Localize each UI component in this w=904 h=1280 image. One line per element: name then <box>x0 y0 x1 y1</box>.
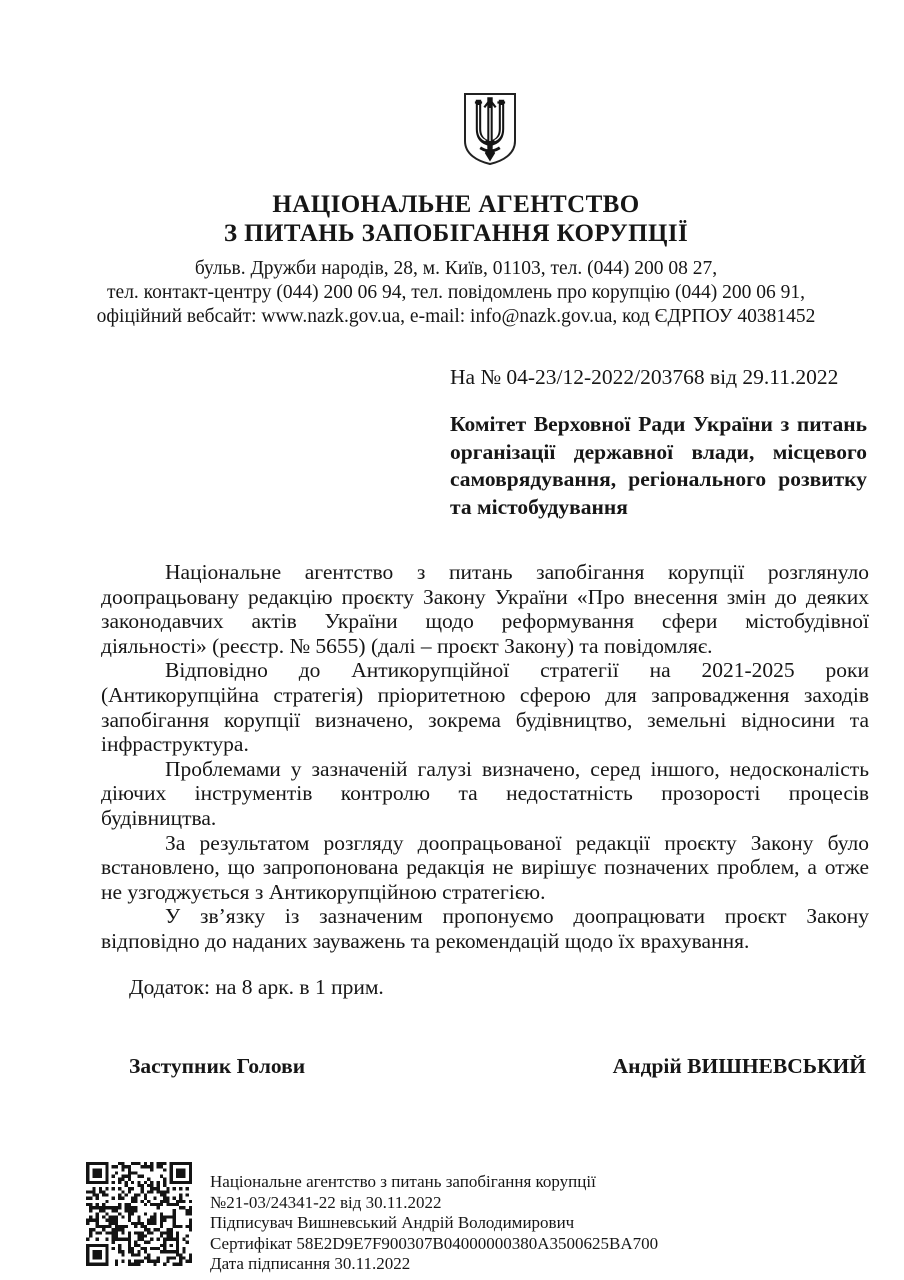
qr-code <box>86 1162 192 1266</box>
text-line: НАЦІОНАЛЬНЕ АГЕНТСТВО <box>272 191 640 218</box>
org-title <box>8 190 904 248</box>
text-line: будівництва. <box>101 805 217 830</box>
addressee-block <box>450 411 867 521</box>
text-line: Підписувач Вишневський Андрій Володимирович <box>210 1213 575 1233</box>
text-line: не узгоджується з Антикорупційною стратегією. <box>101 879 546 904</box>
text-line: доопрацьовану редакцію проєкту Закону України «Про внесення змін до деяких <box>101 584 869 609</box>
paragraph <box>101 831 869 905</box>
reference-line: На № 04-23/12-2022/203768 від 29.11.2022 <box>450 365 839 389</box>
attachment-line: Додаток: на 8 арк. в 1 прим. <box>129 975 384 999</box>
text-line: та містобудування <box>450 494 628 519</box>
text-line: Відповідно до Антикорупційної стратегії на 2021-2025 роки <box>165 658 869 683</box>
text-line: організації державної влади, місцевого <box>450 439 867 464</box>
letter-body <box>101 560 869 954</box>
text-line: бульв. Дружби народів, 28, м. Київ, 01103, тел. (044) 200 08 27, <box>194 258 718 279</box>
signer-name: Андрій ВИШНЕВСЬКИЙ <box>612 1054 866 1078</box>
text-line: Проблемами у зазначеній галузі визначено, серед іншого, недосконалість <box>165 756 869 781</box>
text-line: Сертифікат 58E2D9E7F900307B04000000380A3500625BA700 <box>210 1233 659 1253</box>
text-line: (Антикорупційна стратегія) пріоритетною сферою для запровадження заходів <box>101 682 869 707</box>
text-line: Національне агентство з питань запобігання корупції <box>210 1172 596 1191</box>
text-line: інфраструктура. <box>101 732 249 757</box>
text-line: офіційний вебсайт: www.nazk.gov.ua, e-mail: info@nazk.gov.ua, код ЄДРПОУ 40381452 <box>96 305 816 327</box>
text-line: запобігання корупції визначено, зокрема будівництво, земельні відносини та <box>101 707 869 732</box>
ukraine-trident-emblem-icon <box>461 91 519 167</box>
text-line: діючих інструментів контролю та недостатність прозорості процесів <box>101 781 869 806</box>
paragraph <box>101 560 869 658</box>
text-line: відповідно до наданих зауважень та рекомендацій щодо їх врахування. <box>101 928 750 953</box>
text-line: тел. контакт-центру (044) 200 06 94, тел. повідомлень про корупцію (044) 200 06 91, <box>107 281 805 303</box>
text-line: законодавчих актів України щодо реформування сфери містобудівної <box>101 609 869 634</box>
text-line: За результатом розгляду доопрацьованої редакції проєкту Закону було <box>165 830 869 855</box>
text-line: встановлено, що запропонована редакція не вирішує позначених проблем, а отже <box>101 855 869 880</box>
text-line: Національне агентство з питань запобігання корупції розглянуло <box>165 560 869 584</box>
org-address <box>8 257 904 328</box>
text-line: У зв’язку із зазначеним пропонуємо доопрацювати проєкт Закону <box>165 904 869 929</box>
paragraph <box>101 904 869 953</box>
text-line: діяльності» (реєстр. № 5655) (далі – проєкт Закону) та повідомляє. <box>101 633 713 658</box>
stamp-text-block <box>210 1172 730 1275</box>
text-line: Комітет Верховної Ради України з питань <box>450 412 867 436</box>
text-line: Дата підписання 30.11.2022 <box>210 1254 411 1274</box>
text-line: самоврядування, регіонального розвитку <box>450 467 867 491</box>
text-line: №21-03/24341-22 від 30.11.2022 <box>210 1192 442 1212</box>
paragraph <box>101 658 869 756</box>
paragraph <box>101 757 869 831</box>
signer-position: Заступник Голови <box>129 1054 306 1078</box>
text-line: З ПИТАНЬ ЗАПОБІГАННЯ КОРУПЦІЇ <box>223 220 689 247</box>
